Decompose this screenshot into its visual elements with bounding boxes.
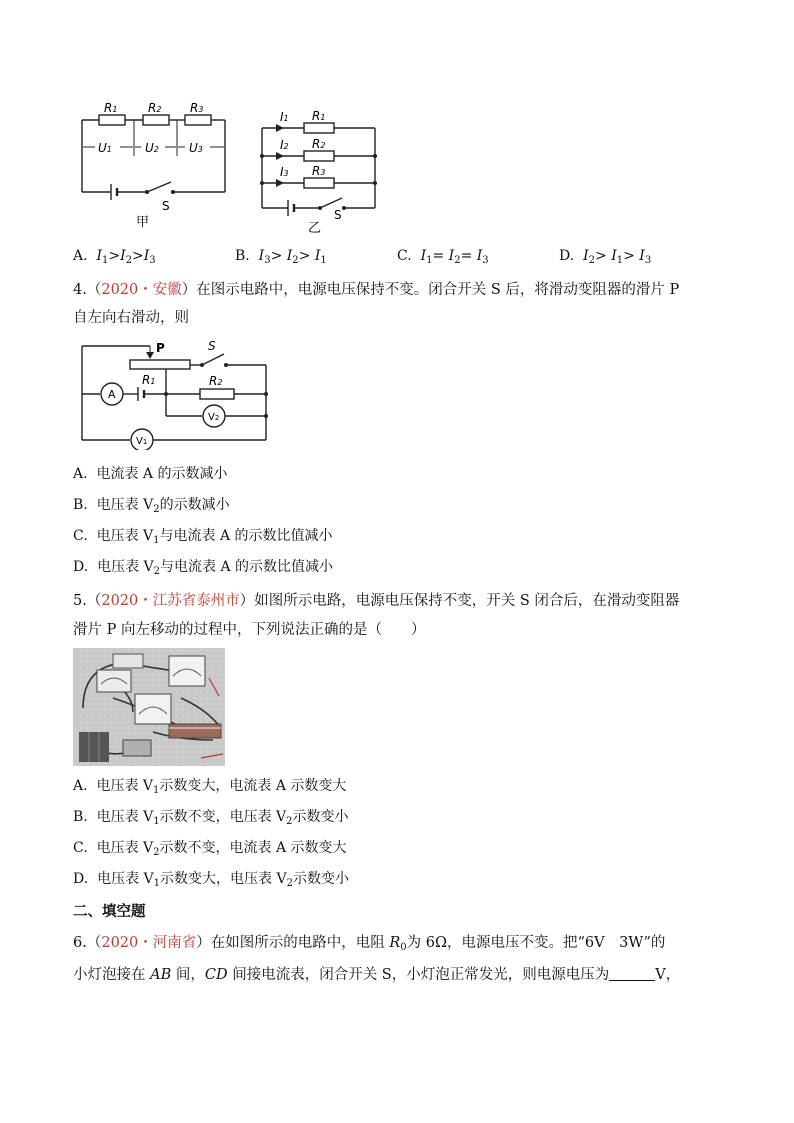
figure-caption-yi: 乙 — [308, 221, 322, 236]
label-u2: U — [145, 141, 154, 155]
q5-option-c[interactable]: C. 电压表 $V_2$示数不变，电流表 A 示数变大 — [73, 840, 347, 858]
photo-resistor — [113, 654, 143, 668]
label-r3-sub: 3 — [198, 105, 204, 114]
label-r1: R — [104, 101, 113, 115]
q4-stem-line-2: 自左向右滑动，则 — [73, 310, 189, 326]
q4-option-d[interactable]: D. 电压表 $V_2$与电流表 A 的示数比值减小 — [73, 559, 334, 577]
label-r3-sub: 3 — [320, 168, 326, 177]
label-u3: U — [189, 141, 198, 155]
question-number: 5. — [73, 593, 87, 609]
label-r3: R — [190, 101, 199, 115]
question-number: 6. — [73, 935, 87, 951]
q3-option-a[interactable]: A. $I_1>I_2>I_3$ — [73, 248, 156, 266]
label-i2: I — [280, 138, 284, 152]
svg-text:R3 — [312, 164, 325, 178]
label-u3-sub: 3 — [197, 145, 203, 154]
label-i2-sub: 2 — [283, 142, 289, 151]
svg-text:I2 — [280, 138, 289, 152]
q6-stem-line-1: 6.（2020・河南省）在如图所示的电路中，电阻 $R_0$为 6Ω，电源电压不变。把“6V 3W”的 — [73, 935, 666, 953]
question-source: 2020・河南省 — [101, 935, 197, 951]
figure-series-circuit — [75, 98, 235, 236]
svg-text:V1 — [136, 436, 147, 447]
label-r2-sub: 2 — [320, 141, 326, 150]
label-i3: I — [280, 165, 284, 179]
voltmeter-v1-label: V — [136, 436, 143, 447]
q5-option-b[interactable]: B. 电压表 $V_1$示数不变，电压表 $V_2$示数变小 — [73, 809, 349, 827]
resistor-r1 — [99, 115, 125, 125]
svg-text:R1 — [312, 109, 325, 123]
question-source: 2020・安徽 — [101, 282, 182, 298]
svg-text:U2 — [145, 141, 159, 155]
svg-text:V2 — [208, 412, 219, 423]
label-u1: U — [98, 141, 107, 155]
photo-rheostat — [169, 724, 221, 738]
label-r1-sub: 1 — [112, 105, 118, 114]
svg-text:R1 — [142, 373, 155, 387]
q5-option-a[interactable]: A. 电压表 $V_1$示数变大，电流表 A 示数变大 — [73, 778, 347, 796]
voltmeter-v2-label: V — [208, 412, 215, 423]
voltmeter-v1-sub: 1 — [142, 438, 148, 446]
svg-text:R2 — [312, 137, 325, 151]
label-i3-sub: 3 — [283, 169, 289, 178]
q4-option-a[interactable]: A. 电流表 A 的示数减小 — [73, 466, 228, 482]
label-r2: R — [209, 374, 218, 388]
label-r1: R — [142, 373, 151, 387]
svg-text:R2 — [148, 101, 161, 115]
voltmeter-v2-sub: 2 — [214, 414, 220, 422]
answer-blank[interactable] — [609, 966, 655, 981]
figure-parallel-circuit — [258, 106, 383, 236]
label-i1: I — [280, 110, 284, 124]
svg-text:I1 — [280, 110, 289, 124]
q5-stem-line-2: 滑片 P 向左移动的过程中，下列说法正确的是（ ） — [73, 622, 426, 638]
label-u2-sub: 2 — [153, 145, 159, 154]
photo-meter-3 — [135, 694, 171, 724]
section-heading: 二、填空题 — [73, 904, 146, 920]
q4-option-b[interactable]: B. 电压表 $V_2$的示数减小 — [73, 497, 230, 515]
label-switch: S — [208, 339, 216, 353]
svg-text:R3 — [190, 101, 203, 115]
svg-text:U3 — [189, 141, 203, 155]
label-r2: R — [148, 101, 157, 115]
svg-text:U1 — [98, 141, 112, 155]
q3-option-b[interactable]: B. $I_3> I_2> I_1$ — [235, 248, 327, 266]
q5-option-d[interactable]: D. 电压表 $V_1$示数变大，电压表 $V_2$示数变小 — [73, 871, 349, 889]
label-r3: R — [312, 164, 321, 178]
label-r2-sub: 2 — [156, 105, 162, 114]
figure-caption-jia: 甲 — [136, 215, 150, 230]
svg-text:R2 — [209, 374, 222, 388]
q5-stem-line-1: 5.（2020・江苏省泰州市）如图所示电路，电源电压保持不变，开关 S 闭合后，在滑动变阻器 — [73, 593, 680, 609]
figure-q5-photo — [73, 648, 225, 766]
q4-stem-line-1: 4.（2020・安徽）在图示电路中，电源电压保持不变。闭合开关 S 后，将滑动变阻器的滑片 P — [73, 282, 680, 298]
photo-meter-2 — [169, 656, 205, 686]
q6-stem-line-2: 小灯泡接在 AB 间，CD 间接电流表，闭合开关 S，小灯泡正常发光，则电源电压为 V， — [73, 967, 681, 983]
label-r2-sub: 2 — [217, 378, 223, 387]
svg-text:R1 — [104, 101, 117, 115]
svg-text:I3 — [280, 165, 289, 179]
resistor-r2 — [143, 115, 169, 125]
label-r1-sub: 1 — [150, 377, 156, 386]
q3-option-c[interactable]: C. $I_1= I_2= I_3$ — [397, 248, 489, 266]
label-r1: R — [312, 109, 321, 123]
q3-option-d[interactable]: D. $I_2> I_1> I_3$ — [559, 248, 652, 266]
question-number: 4. — [73, 282, 87, 298]
label-i1-sub: 1 — [283, 114, 289, 123]
q4-option-c[interactable]: C. 电压表 $V_1$与电流表 A 的示数比值减小 — [73, 528, 333, 546]
photo-switch — [123, 740, 151, 756]
label-switch: S — [334, 208, 342, 222]
figure-q4-circuit — [78, 338, 274, 450]
label-r2: R — [312, 137, 321, 151]
label-u1-sub: 1 — [106, 145, 112, 154]
label-r1-sub: 1 — [320, 113, 326, 122]
label-slider-p: P — [156, 341, 165, 355]
ammeter-label: A — [108, 388, 116, 401]
question-source: 2020・江苏省泰州市 — [101, 593, 240, 609]
resistor-r3 — [185, 115, 211, 125]
photo-meter-1 — [97, 670, 131, 692]
label-switch: S — [162, 199, 170, 213]
photo-battery — [79, 732, 109, 762]
